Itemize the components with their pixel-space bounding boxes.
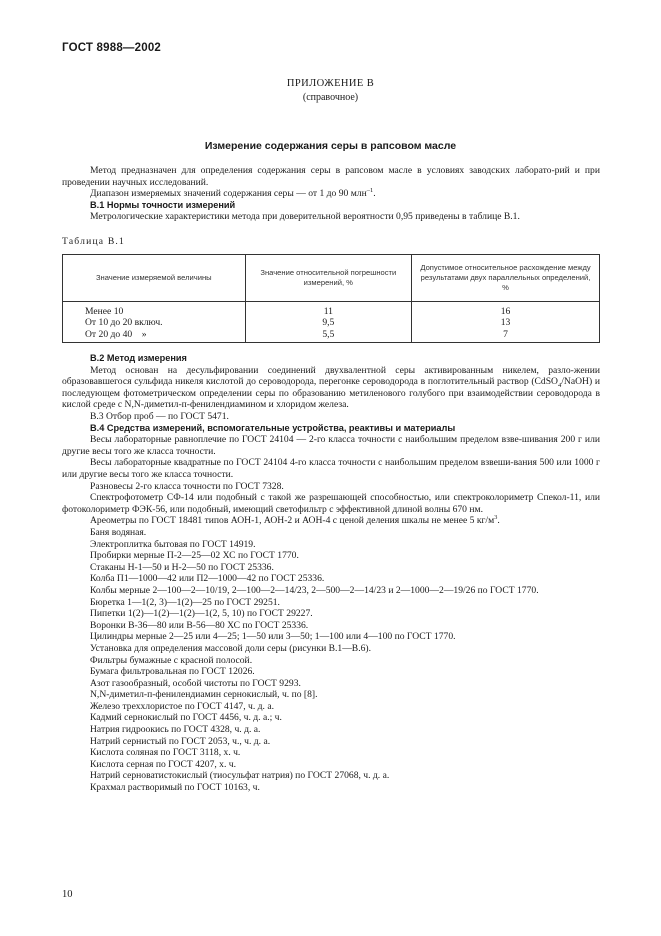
table-cell-error: 5,5 — [245, 329, 411, 343]
table-row — [63, 329, 600, 343]
section-b4-paragraph: Весы лабораторные равноплечие по ГОСТ 24104 — 2-го класса точности с наибольшим пределом взве-шивания 200 г или другие весы того же класса точности. — [62, 434, 600, 457]
section-b3-text: В.3 Отбор проб — по ГОСТ 5471. — [90, 411, 229, 423]
table-cell-discrepancy: 7 — [412, 329, 600, 343]
list-item: Натрий сернистый по ГОСТ 2053, ч., ч. д. а. — [90, 735, 271, 747]
list-item: Натрия гидроокись по ГОСТ 4328, ч. д. а. — [90, 724, 261, 736]
intro-paragraph: Метод предназначен для определения содержания серы в рапсовом масле в условиях заводских лаборато-рий и при проведении научных исследований. — [62, 165, 600, 188]
list-item: Натрий серноватистокислый (тиосульфат натрия) по ГОСТ 27068, ч. д. а. — [90, 770, 390, 782]
table-header-discrepancy: Допустимое относительное расхождение между результатами двух параллельных определений, % — [412, 254, 600, 301]
table-header-error: Значение относительной погрешности измерений, % — [245, 254, 411, 301]
list-item: Кислота серная по ГОСТ 4207, х. ч. — [90, 758, 236, 770]
equipment-list — [62, 527, 600, 794]
table-cell-discrepancy: 16 — [412, 301, 600, 317]
table-row — [63, 301, 600, 317]
table-cell-discrepancy: 13 — [412, 317, 600, 329]
section-b1-text: Метрологические характеристики метода при доверительной вероятности 0,95 приведены в таблице В.1. — [90, 211, 520, 223]
document-body — [62, 165, 600, 794]
section-b4-paragraph: Весы лабораторные квадратные по ГОСТ 24104 4-го класса точности с наибольшим пределом взвеши-вания 500 или 1000 г или другие весы того же класса точности. — [62, 457, 600, 480]
accuracy-table — [62, 254, 600, 344]
table-cell-range: От 10 до 20 включ. — [63, 317, 246, 329]
document-header: ГОСТ 8988—2002 — [62, 42, 162, 54]
list-item: Воронки В-36—80 или В-56—80 ХС по ГОСТ 25336. — [90, 619, 309, 631]
list-item: Колбы мерные 2—100—2—10/19, 2—100—2—14/23, 2—500—2—14/23 и 2—1000—2—19/26 по ГОСТ 1770. — [90, 584, 539, 596]
areometer-item: Ареометры по ГОСТ 18481 типов АОН-1, АОН-2 и АОН-4 с ценой деления шкалы не менее 5 $кг/м^3$. — [90, 514, 500, 527]
list-item: Фильтры бумажные с красной полосой. — [90, 654, 253, 666]
appendix-title: ПРИЛОЖЕНИЕ В — [286, 78, 375, 89]
list-item: Кадмий сернокислый по ГОСТ 4456, ч. д. а.; ч. — [90, 712, 282, 724]
section-b4-paragraph: Спектрофотометр СФ-14 или подобный с такой же разрешающей способностью, или спектроколориметр Спекол-11, или фотоколориметр ФЭК-56, или подобный, имеющий светофильтр с эффективной длиной волны 670 нм. — [62, 492, 600, 515]
table-row — [63, 317, 600, 329]
list-item: Бумага фильтровальная по ГОСТ 12026. — [90, 666, 255, 678]
section-b4-paragraph: Разновесы 2-го класса точности по ГОСТ 7328. — [90, 480, 284, 492]
list-item: Колба П1—1000—42 или П2—1000—42 по ГОСТ 25336. — [90, 573, 325, 585]
list-item: Установка для определения массовой доли серы (рисунки В.1—В.6). — [90, 642, 371, 654]
list-item: N,N-диметил-п-фенилендиамин сернокислый, ч. по [8]. — [90, 689, 318, 701]
table-cell-range: Менее 10 — [63, 301, 246, 317]
section-b2-text: Метод основан на десульфировании соединений двухвалентной серы активированным никелем, разло-жении образовавшегося сульфида никеля кислотой до сероводорода, перегонке сероводорода в поглотительный раствор (CdSO$_4$/NaOH) и последующем фотометрическом определении серы по образованию метиленового голубого при взаимодействии сероводорода в кислой среде с N,N-диметил-п-фенилендиамином и хлоридом железа. — [62, 364, 601, 411]
table-header-value: Значение измеряемой величины — [63, 254, 246, 301]
list-item: Азот газообразный, особой чистоты по ГОСТ 9293. — [90, 677, 301, 689]
list-item: Крахмал растворимый по ГОСТ 10163, ч. — [90, 782, 260, 794]
table-label: Таблица В.1 — [62, 235, 126, 247]
appendix-subtitle: (справочное) — [302, 92, 359, 103]
list-item: Пипетки 1(2)—1(2)—1(2)—1(2, 5, 10) по ГОСТ 29227. — [90, 608, 313, 620]
list-item: Баня водяная. — [90, 526, 147, 538]
table-cell-range: От 20 до 40 » — [63, 329, 246, 343]
list-item: Бюретка 1—1(2, 3)—1(2)—25 по ГОСТ 29251. — [90, 596, 280, 608]
section-b1-heading: В.1 Нормы точности измерений — [90, 199, 236, 210]
page-number: 10 — [62, 889, 73, 900]
table-cell-error: 9,5 — [245, 317, 411, 329]
section-b4-heading: В.4 Средства измерений, вспомогательные устройства, реактивы и материалы — [90, 422, 456, 433]
list-item: Цилиндры мерные 2—25 или 4—25; 1—50 или 3—50; 1—100 или 4—100 по ГОСТ 1770. — [90, 631, 456, 643]
list-item: Пробирки мерные П-2—25—02 ХС по ГОСТ 1770. — [90, 550, 299, 562]
range-paragraph: Диапазон измеряемых значений содержания серы — от 1 до 90 млн$^{-1}$. — [90, 187, 376, 200]
section-b2-heading: В.2 Метод измерения — [90, 353, 187, 364]
list-item: Стаканы Н-1—50 и Н-2—50 по ГОСТ 25336. — [90, 561, 274, 573]
list-item: Кислота соляная по ГОСТ 3118, х. ч. — [90, 747, 241, 759]
table-cell-error: 11 — [245, 301, 411, 317]
list-item: Железо треххлористое по ГОСТ 4147, ч. д. а. — [90, 700, 274, 712]
list-item: Электроплитка бытовая по ГОСТ 14919. — [90, 538, 256, 550]
section-title: Измерение содержания серы в рапсовом масле — [204, 140, 457, 152]
